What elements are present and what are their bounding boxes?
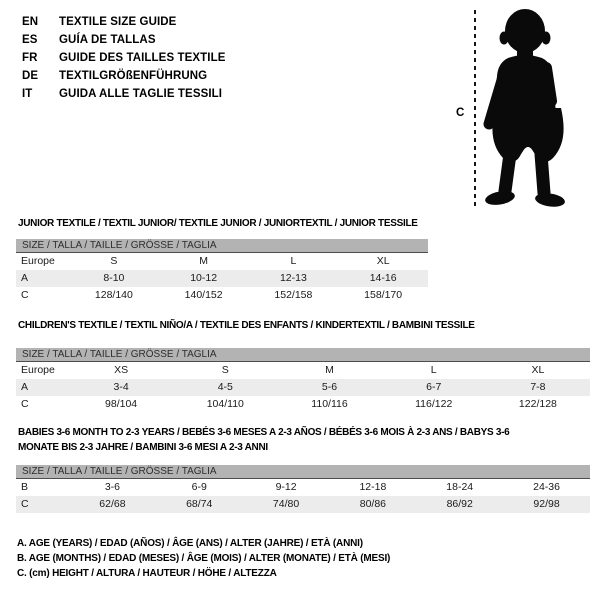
table-cell: 24-36 <box>533 481 560 493</box>
table-title: JUNIOR TEXTILE / TEXTIL JUNIOR/ TEXTILE JUNIOR / JUNIORTEXTIL / JUNIOR TESSILE <box>18 218 418 229</box>
row-label: C <box>21 289 29 301</box>
footnote: C. (cm) HEIGHT / ALTURA / HAUTEUR / HÖHE / ALTEZZA <box>17 568 277 579</box>
table-cell: 116/122 <box>415 398 453 410</box>
children-textile-table <box>16 320 590 413</box>
language-title: GUIDA ALLE TAGLIE TESSILI <box>59 88 223 100</box>
table-cell: 12-18 <box>359 481 387 493</box>
table-cell: L <box>430 364 437 376</box>
language-title: GUIDE DES TAILLES TEXTILE <box>59 52 226 64</box>
table-cell: 18-24 <box>446 481 474 493</box>
table-row <box>16 287 428 304</box>
table-cell: 62/68 <box>99 498 126 510</box>
row-label: C <box>21 498 29 510</box>
height-measure-dashed-line <box>474 10 476 206</box>
table-title: BABIES 3-6 MONTH TO 2-3 YEARS / BEBÉS 3-6 MESES A 2-3 AÑOS / BÉBÉS 3-6 MOIS À 2-3 ANS / BABYS 3-6 MONATE BIS 2-3 JAHRE / BAMBINI 3-6 MESI A 2-3 ANNI <box>18 427 510 453</box>
table-cell: 92/98 <box>533 498 560 510</box>
table-size-header: SIZE / TALLA / TAILLE / GRÖSSE / TAGLIA <box>16 348 590 362</box>
height-measure-label: C <box>456 107 465 119</box>
table-cell: 158/170 <box>364 289 403 301</box>
table-cell: 6-9 <box>191 481 207 493</box>
footnote: B. AGE (MONTHS) / EDAD (MESES) / ÂGE (MOIS) / ALTER (MONATE) / ETÀ (MESI) <box>17 553 391 564</box>
language-row <box>22 13 226 31</box>
language-title: GUÍA DE TALLAS <box>59 34 156 46</box>
table-row <box>16 253 428 270</box>
table-cell: 10-12 <box>190 272 218 284</box>
table-row <box>16 396 590 413</box>
table-cell: 3-6 <box>104 481 120 493</box>
table-row <box>16 379 590 396</box>
language-code: FR <box>22 52 38 64</box>
table-cell: 12-13 <box>279 272 307 284</box>
table-cell: 86/92 <box>446 498 473 510</box>
language-row <box>22 31 226 49</box>
table-cell: 4-5 <box>217 381 233 393</box>
language-code: DE <box>22 70 39 82</box>
table-cell: 9-12 <box>275 481 297 493</box>
table-cell: M <box>325 364 334 376</box>
language-code: IT <box>22 88 33 100</box>
language-list <box>22 13 226 103</box>
language-title: TEXTILE SIZE GUIDE <box>59 16 177 28</box>
table-cell: S <box>110 255 118 267</box>
table-cell: 104/110 <box>206 398 244 410</box>
table-cell: 80/86 <box>359 498 387 510</box>
footnotes <box>17 536 390 581</box>
language-row <box>22 49 226 67</box>
row-label: B <box>21 481 29 493</box>
table-row <box>16 270 428 287</box>
table-cell: 8-10 <box>103 272 125 284</box>
table-cell: 98/104 <box>105 398 138 410</box>
table-row <box>16 496 590 513</box>
table-cell: 6-7 <box>426 381 442 393</box>
table-cell: 110/116 <box>311 398 348 410</box>
language-row <box>22 85 226 103</box>
table-cell: XL <box>376 255 390 267</box>
table-title: CHILDREN'S TEXTILE / TEXTIL NIÑO/A / TEXTILE DES ENFANTS / KINDERTEXTIL / BAMBINI TESSILE <box>18 320 475 331</box>
baby-silhouette-icon <box>482 8 574 208</box>
table-row <box>16 362 590 379</box>
table-cell: 14-16 <box>369 272 397 284</box>
table-cell: 152/158 <box>274 289 313 301</box>
table-cell: 128/140 <box>94 289 133 301</box>
table-cell: XL <box>531 364 545 376</box>
table-cell: 5-6 <box>321 381 338 393</box>
footnote: A. AGE (YEARS) / EDAD (AÑOS) / ÂGE (ANS) / ALTER (JAHRE) / ETÀ (ANNI) <box>17 538 363 549</box>
table-cell: XS <box>114 364 129 376</box>
table-cell: S <box>221 364 229 376</box>
table-cell: 122/128 <box>518 398 557 410</box>
table-row <box>16 479 590 496</box>
language-title: TEXTILGRÖßENFÜHRUNG <box>59 70 208 82</box>
babies-textile-table <box>16 425 590 513</box>
table-cell: 3-4 <box>113 381 129 393</box>
table-cell: 140/152 <box>184 289 223 301</box>
junior-textile-table <box>16 218 428 304</box>
table-cell: 74/80 <box>272 498 300 510</box>
language-code: EN <box>22 16 39 28</box>
table-size-header: SIZE / TALLA / TAILLE / GRÖSSE / TAGLIA <box>16 465 590 479</box>
row-label: A <box>21 381 29 393</box>
table-cell: 68/74 <box>186 498 213 510</box>
language-code: ES <box>22 34 38 46</box>
row-label: Europe <box>21 255 55 267</box>
language-row <box>22 67 226 85</box>
table-cell: M <box>199 255 208 267</box>
row-label: Europe <box>21 364 55 376</box>
table-size-header: SIZE / TALLA / TAILLE / GRÖSSE / TAGLIA <box>16 239 428 253</box>
table-cell: 7-8 <box>530 381 546 393</box>
row-label: C <box>21 398 29 410</box>
table-cell: L <box>290 255 297 267</box>
row-label: A <box>21 272 29 284</box>
